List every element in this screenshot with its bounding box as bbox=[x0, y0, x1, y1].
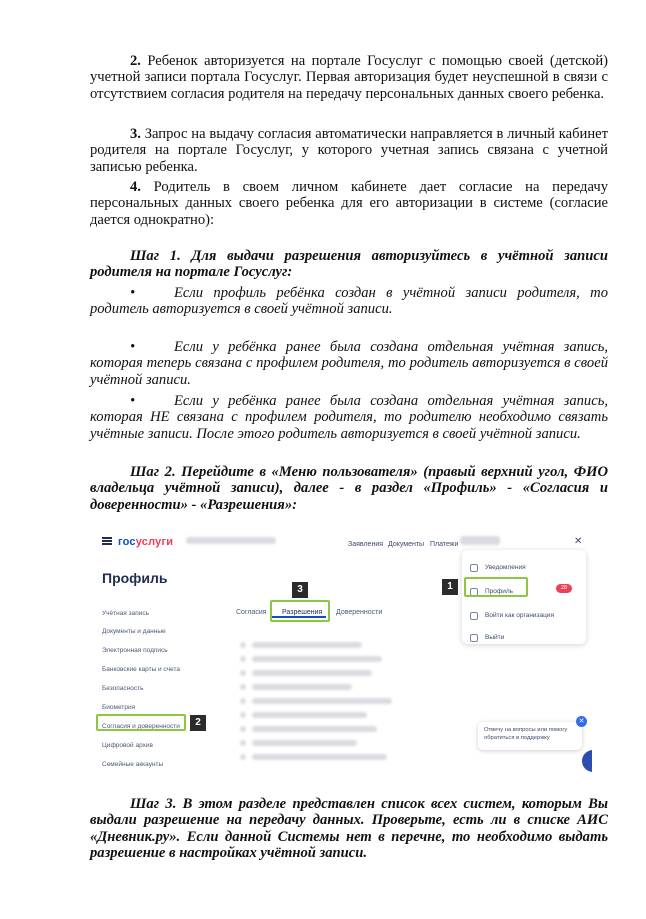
paragraph-4 bbox=[90, 179, 608, 228]
highlight-consents bbox=[96, 714, 186, 731]
marker-1: 1 bbox=[442, 579, 458, 595]
sidebar-item-account[interactable]: Учётная запись bbox=[102, 610, 150, 617]
sidebar-item-security[interactable]: Безопасность bbox=[102, 685, 144, 692]
sidebar-item-consents[interactable]: Согласия и доверенности bbox=[102, 723, 180, 730]
bullet-marker: • bbox=[130, 285, 136, 301]
nav-link-documents[interactable]: Документы bbox=[388, 541, 425, 548]
close-icon[interactable]: ✕ bbox=[574, 536, 583, 547]
menu-item-notifications[interactable]: Уведомления bbox=[470, 560, 526, 576]
sidebar-item-documents[interactable]: Документы и данные bbox=[102, 628, 166, 635]
highlight-profile bbox=[464, 577, 528, 597]
sidebar-item-bank-cards[interactable]: Банковские карты и счета bbox=[102, 666, 180, 673]
paragraph-3 bbox=[90, 126, 608, 175]
menu-icon[interactable] bbox=[102, 537, 112, 545]
sidebar-item-family[interactable]: Семейные аккаунты bbox=[102, 761, 164, 768]
menu-item-login-organization[interactable]: Войти как организация bbox=[470, 608, 554, 624]
menu-item-profile[interactable]: Профиль bbox=[470, 584, 513, 600]
paragraph-3-number: 3. bbox=[130, 126, 141, 142]
tab-permissions[interactable]: Разрешения bbox=[282, 609, 323, 616]
step-1-bullet-3: • Если у ребёнка ранее была создана отдельная учётная запись, которая НЕ связана с профилем родителя, то родителю необходимо связать учётные записи. После этого родитель авторизуется в своей учётной записи. bbox=[90, 393, 608, 442]
marker-3: 3 bbox=[292, 582, 308, 598]
bullet-marker: • bbox=[130, 393, 136, 409]
bullet-marker: • bbox=[130, 339, 136, 355]
step-1-bullet-2: • Если у ребёнка ранее была создана отдельная учётная запись, которая теперь связана с профилем родителя, то родитель авторизуется в своей учётной записи. bbox=[90, 339, 608, 388]
building-icon bbox=[470, 612, 478, 620]
paragraph-4-text: Родитель в своем личном кабинете дает согласие на передачу персональных данных своего ребенка для его авторизации в системе (согласие дается однократно): bbox=[90, 179, 608, 228]
bell-icon bbox=[470, 564, 478, 572]
menu-item-logout[interactable]: Выйти bbox=[470, 630, 504, 646]
paragraph-4-number: 4. bbox=[130, 179, 141, 195]
step-2-heading: Шаг 2. Перейдите в «Меню пользователя» (правый верхний угол, ФИО владельца учётной записи), далее - в раздел «Профиль» - «Согласия и доверенности» - «Разрешения»: bbox=[90, 464, 608, 513]
chat-close-icon[interactable]: ✕ bbox=[576, 716, 587, 727]
paragraph-3-text: Запрос на выдачу согласия автоматически направляется в личный кабинет родителя на портале Госуслуг, у которого учетная запись связана с учетной записью ребенка. bbox=[90, 126, 608, 175]
tab-powers-of-attorney[interactable]: Доверенности bbox=[336, 609, 383, 616]
support-chat-bubble[interactable]: Отвечу на вопросы или помогу обратиться в поддержку bbox=[478, 722, 582, 750]
highlight-permissions-tab bbox=[270, 600, 330, 622]
logout-icon bbox=[470, 634, 478, 642]
sidebar-item-digital-archive[interactable]: Цифровой архив bbox=[102, 742, 153, 749]
blurred-region bbox=[186, 537, 276, 544]
page-title: Профиль bbox=[102, 570, 168, 586]
user-name-blurred[interactable] bbox=[460, 536, 500, 545]
nav-link-applications[interactable]: Заявления bbox=[348, 541, 384, 548]
step-1-bullet-1: • Если профиль ребёнка создан в учётной записи родителя, то родитель авторизуется в своей учётной записи. bbox=[90, 285, 608, 318]
user-menu-dropdown bbox=[462, 550, 586, 644]
sidebar-item-signature[interactable]: Электронная подпись bbox=[102, 647, 168, 654]
notifications-badge: 28 bbox=[556, 584, 572, 593]
paragraph-2-text: Ребенок авторизуется на портале Госуслуг с помощью своей (детской) учетной записи портала Госуслуг. Первая авторизация будет неуспешной в связи с отсутствием согласия родителя на передачу персональных данных своего ребенка. bbox=[90, 53, 608, 102]
step-1-heading: Шаг 1. Для выдачи разрешения авторизуйтесь в учётной записи родителя на портале Госуслуг: bbox=[90, 248, 608, 281]
paragraph-2 bbox=[90, 53, 608, 102]
marker-2: 2 bbox=[190, 715, 206, 731]
sidebar-item-biometrics[interactable]: Биометрия bbox=[102, 704, 136, 711]
assistant-robot-icon[interactable] bbox=[582, 750, 592, 772]
paragraph-2-number: 2. bbox=[130, 53, 141, 69]
nav-link-payments[interactable]: Платежи bbox=[430, 541, 459, 548]
step-3-heading: Шаг 3. В этом разделе представлен список всех систем, которым Вы выдали разрешение на передачу данных. Проверьте, есть ли в списке АИС «Дневник.ру». Если данной Системы нет в перечне, то необходимо выдать разрешение в настройках учётной записи. bbox=[90, 796, 608, 861]
gosuslugi-logo: госуслуги bbox=[118, 536, 174, 548]
tab-consents[interactable]: Согласия bbox=[236, 609, 267, 616]
gosuslugi-profile-screenshot bbox=[90, 526, 592, 774]
